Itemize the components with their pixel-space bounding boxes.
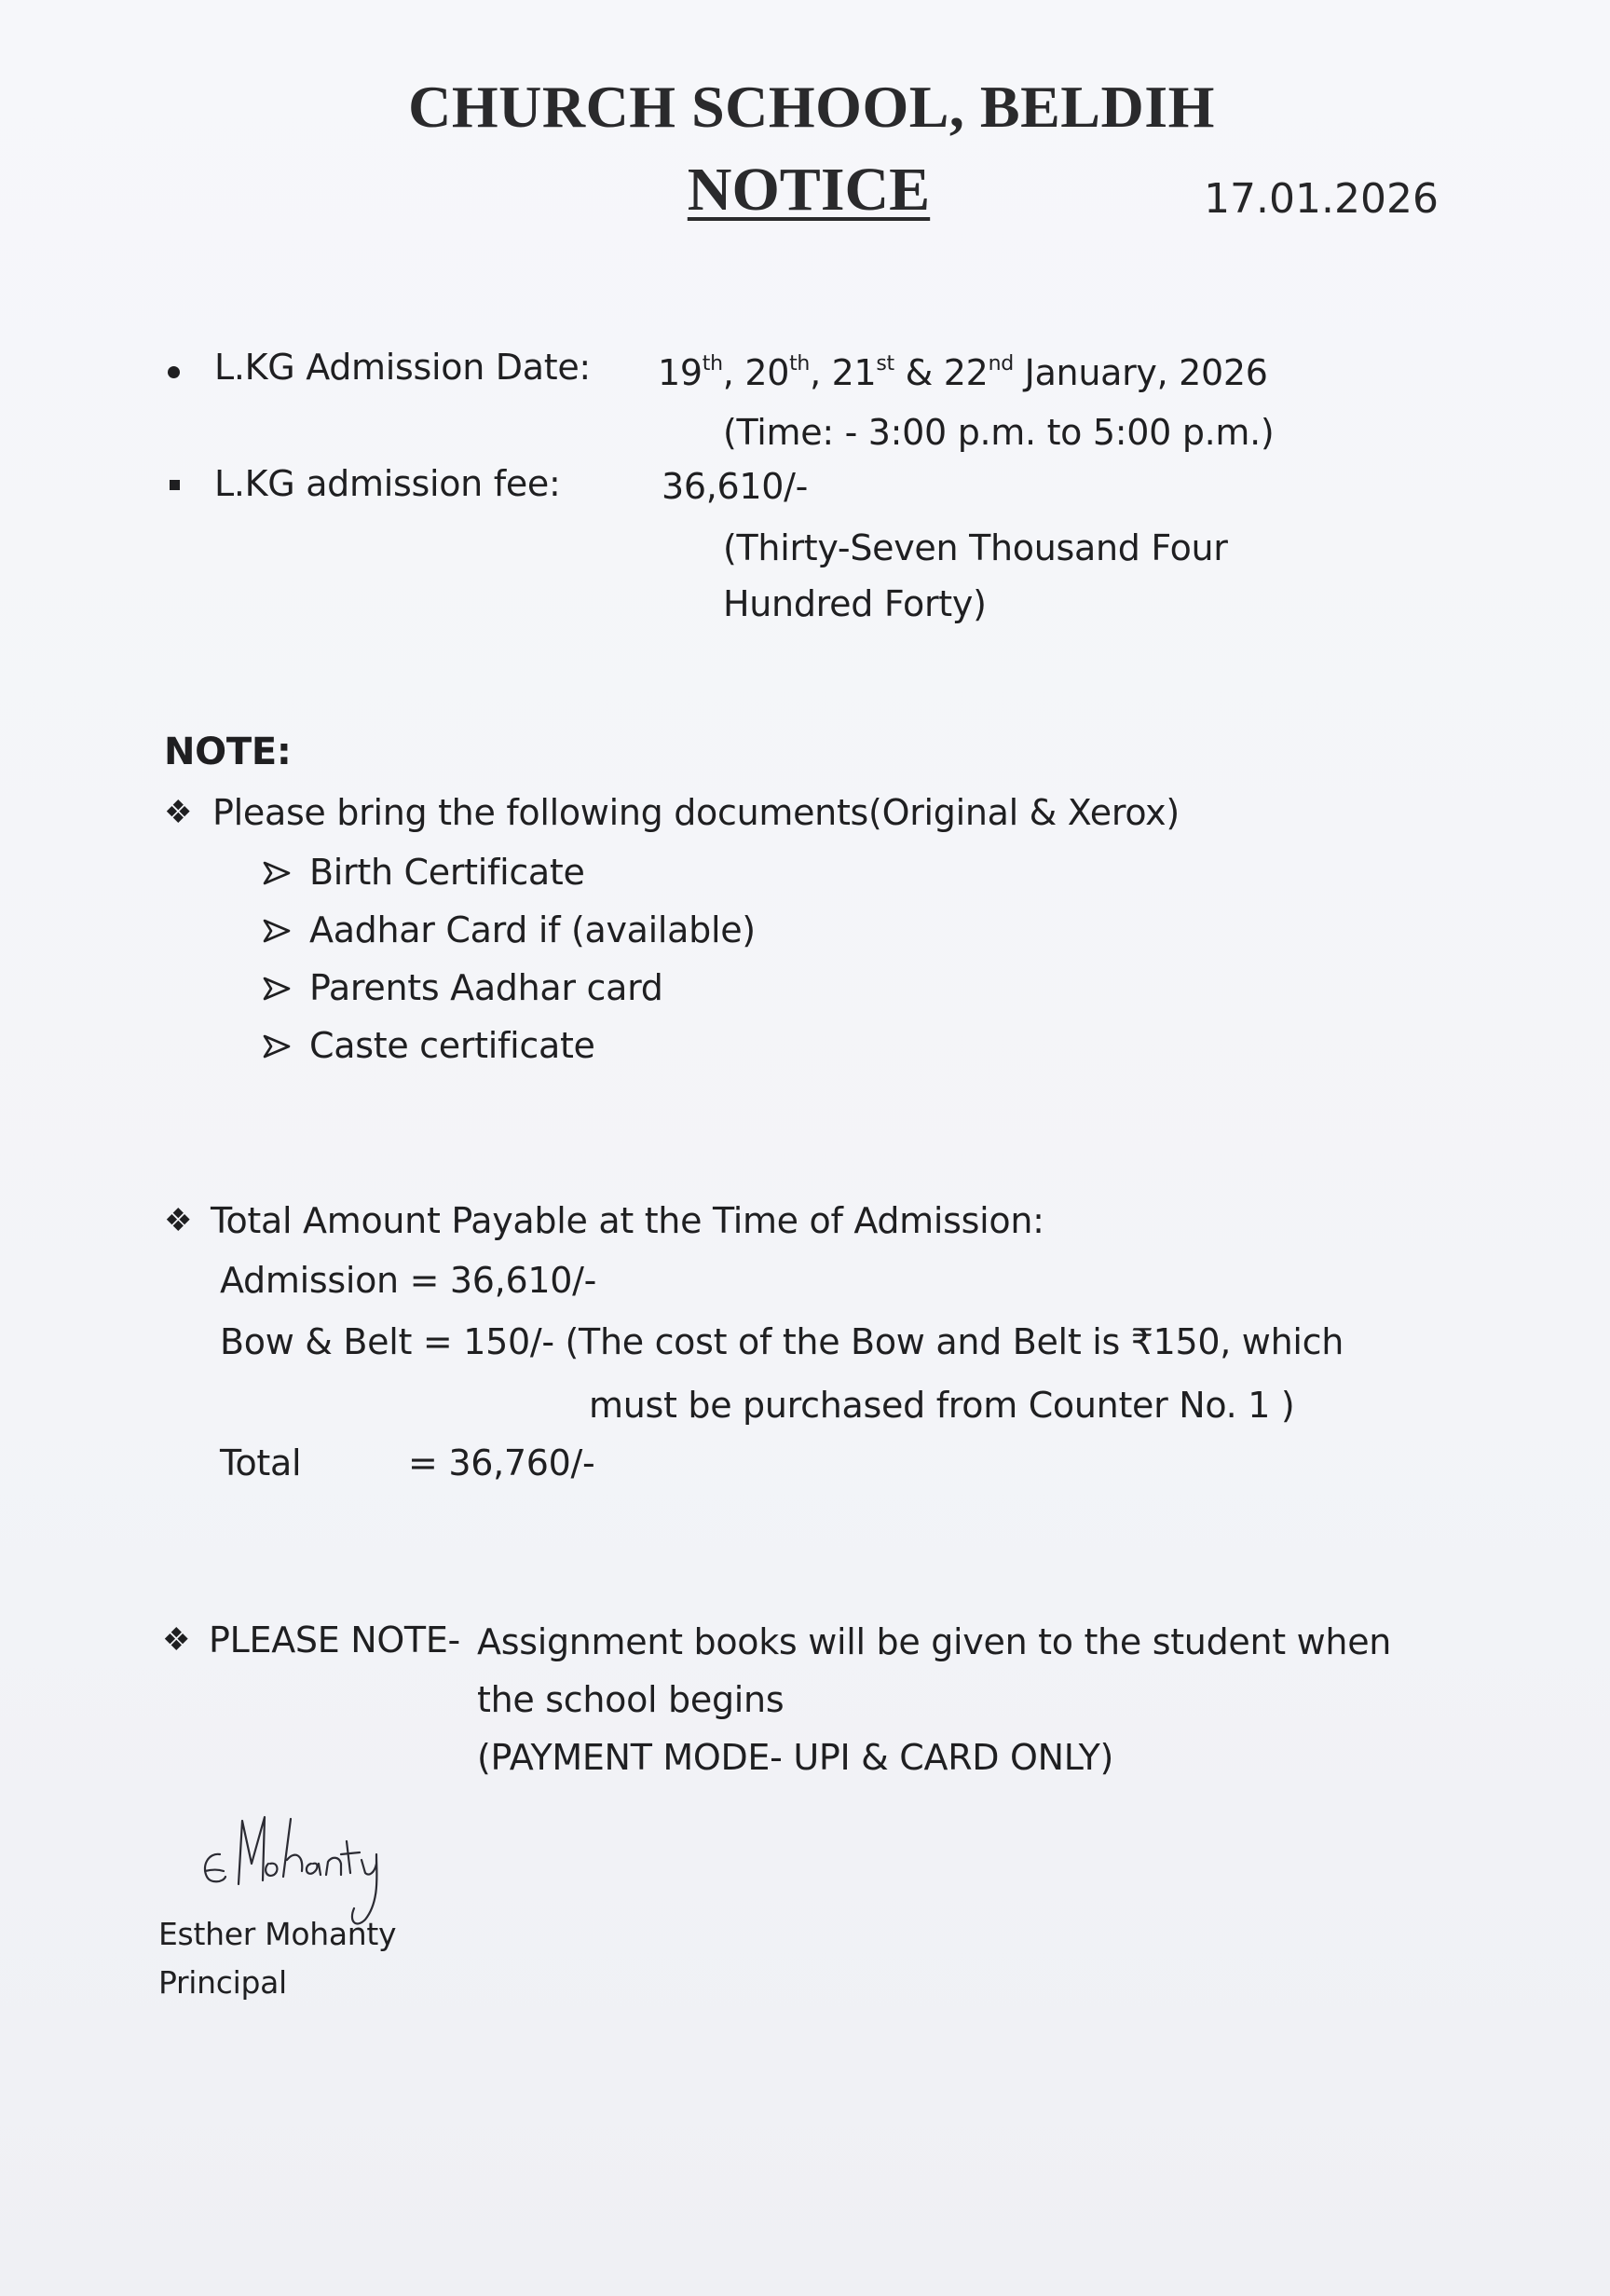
document-item-3: Parents Aadhar card bbox=[309, 967, 663, 1008]
please-note-label: PLEASE NOTE- bbox=[209, 1620, 460, 1660]
date-suffix-2: th bbox=[789, 352, 811, 376]
please-note-line1: Assignment books will be given to the student when bbox=[477, 1621, 1392, 1662]
four-diamond-icon: ❖ bbox=[162, 1622, 191, 1658]
date-suffix-1: th bbox=[702, 352, 723, 376]
admission-date-label: L.KG Admission Date: bbox=[214, 347, 591, 388]
document-item-4: Caste certificate bbox=[309, 1025, 595, 1066]
fee-in-words-line2: Hundred Forty) bbox=[723, 583, 987, 624]
payment-heading: Total Amount Payable at the Time of Admission: bbox=[211, 1200, 1044, 1241]
four-diamond-icon: ❖ bbox=[164, 1203, 193, 1238]
fee-in-words-line1: (Thirty-Seven Thousand Four bbox=[723, 527, 1228, 568]
arrowhead-icon bbox=[263, 859, 291, 887]
date-day-4: 22 bbox=[943, 352, 989, 393]
notice-date: 17.01.2026 bbox=[1204, 175, 1439, 223]
date-separator: , bbox=[810, 352, 821, 393]
admission-fee-label: L.KG admission fee: bbox=[214, 463, 561, 504]
date-suffix-3: st bbox=[876, 352, 894, 376]
document-item-2: Aadhar Card if (available) bbox=[309, 909, 756, 950]
payment-bow-belt-line: Bow & Belt = 150/- (The cost of the Bow and Belt is ₹150, which bbox=[220, 1321, 1344, 1362]
payment-total-value: = 36,760/- bbox=[408, 1442, 595, 1483]
arrowhead-icon bbox=[263, 1032, 291, 1060]
signatory-title: Principal bbox=[158, 1964, 287, 2001]
date-suffix-4: nd bbox=[988, 352, 1014, 376]
payment-mode-line: (PAYMENT MODE- UPI & CARD ONLY) bbox=[477, 1737, 1114, 1778]
note-heading: NOTE: bbox=[164, 731, 292, 773]
bullet-dot-icon bbox=[168, 366, 180, 378]
signature-image bbox=[183, 1798, 443, 1929]
documents-intro: Please bring the following documents(Original & Xerox) bbox=[212, 792, 1180, 833]
arrowhead-icon bbox=[263, 917, 291, 945]
notice-title-text: NOTICE bbox=[687, 156, 931, 224]
bullet-square-icon bbox=[170, 480, 180, 490]
arrowhead-icon bbox=[263, 975, 291, 1003]
please-note-line2: the school begins bbox=[477, 1679, 785, 1720]
admission-time: (Time: - 3:00 p.m. to 5:00 p.m.) bbox=[723, 412, 1275, 453]
admission-fee-value: 36,610/- bbox=[662, 466, 809, 507]
signatory-name: Esther Mohanty bbox=[158, 1916, 397, 1952]
date-separator: , bbox=[722, 352, 734, 393]
school-name: CHURCH SCHOOL, BELDIH bbox=[408, 74, 1215, 140]
payment-total-label: Total bbox=[220, 1442, 302, 1483]
date-day-1: 19 bbox=[658, 352, 703, 393]
date-ampersand: & bbox=[905, 352, 934, 393]
payment-admission-line: Admission = 36,610/- bbox=[220, 1260, 596, 1301]
four-diamond-icon: ❖ bbox=[164, 795, 193, 830]
date-month-year: January, 2026 bbox=[1024, 352, 1268, 393]
date-day-3: 21 bbox=[831, 352, 877, 393]
admission-dates bbox=[658, 352, 1268, 393]
document-item-1: Birth Certificate bbox=[309, 852, 585, 893]
date-day-2: 20 bbox=[744, 352, 790, 393]
payment-bow-belt-line2: must be purchased from Counter No. 1 ) bbox=[589, 1385, 1295, 1426]
